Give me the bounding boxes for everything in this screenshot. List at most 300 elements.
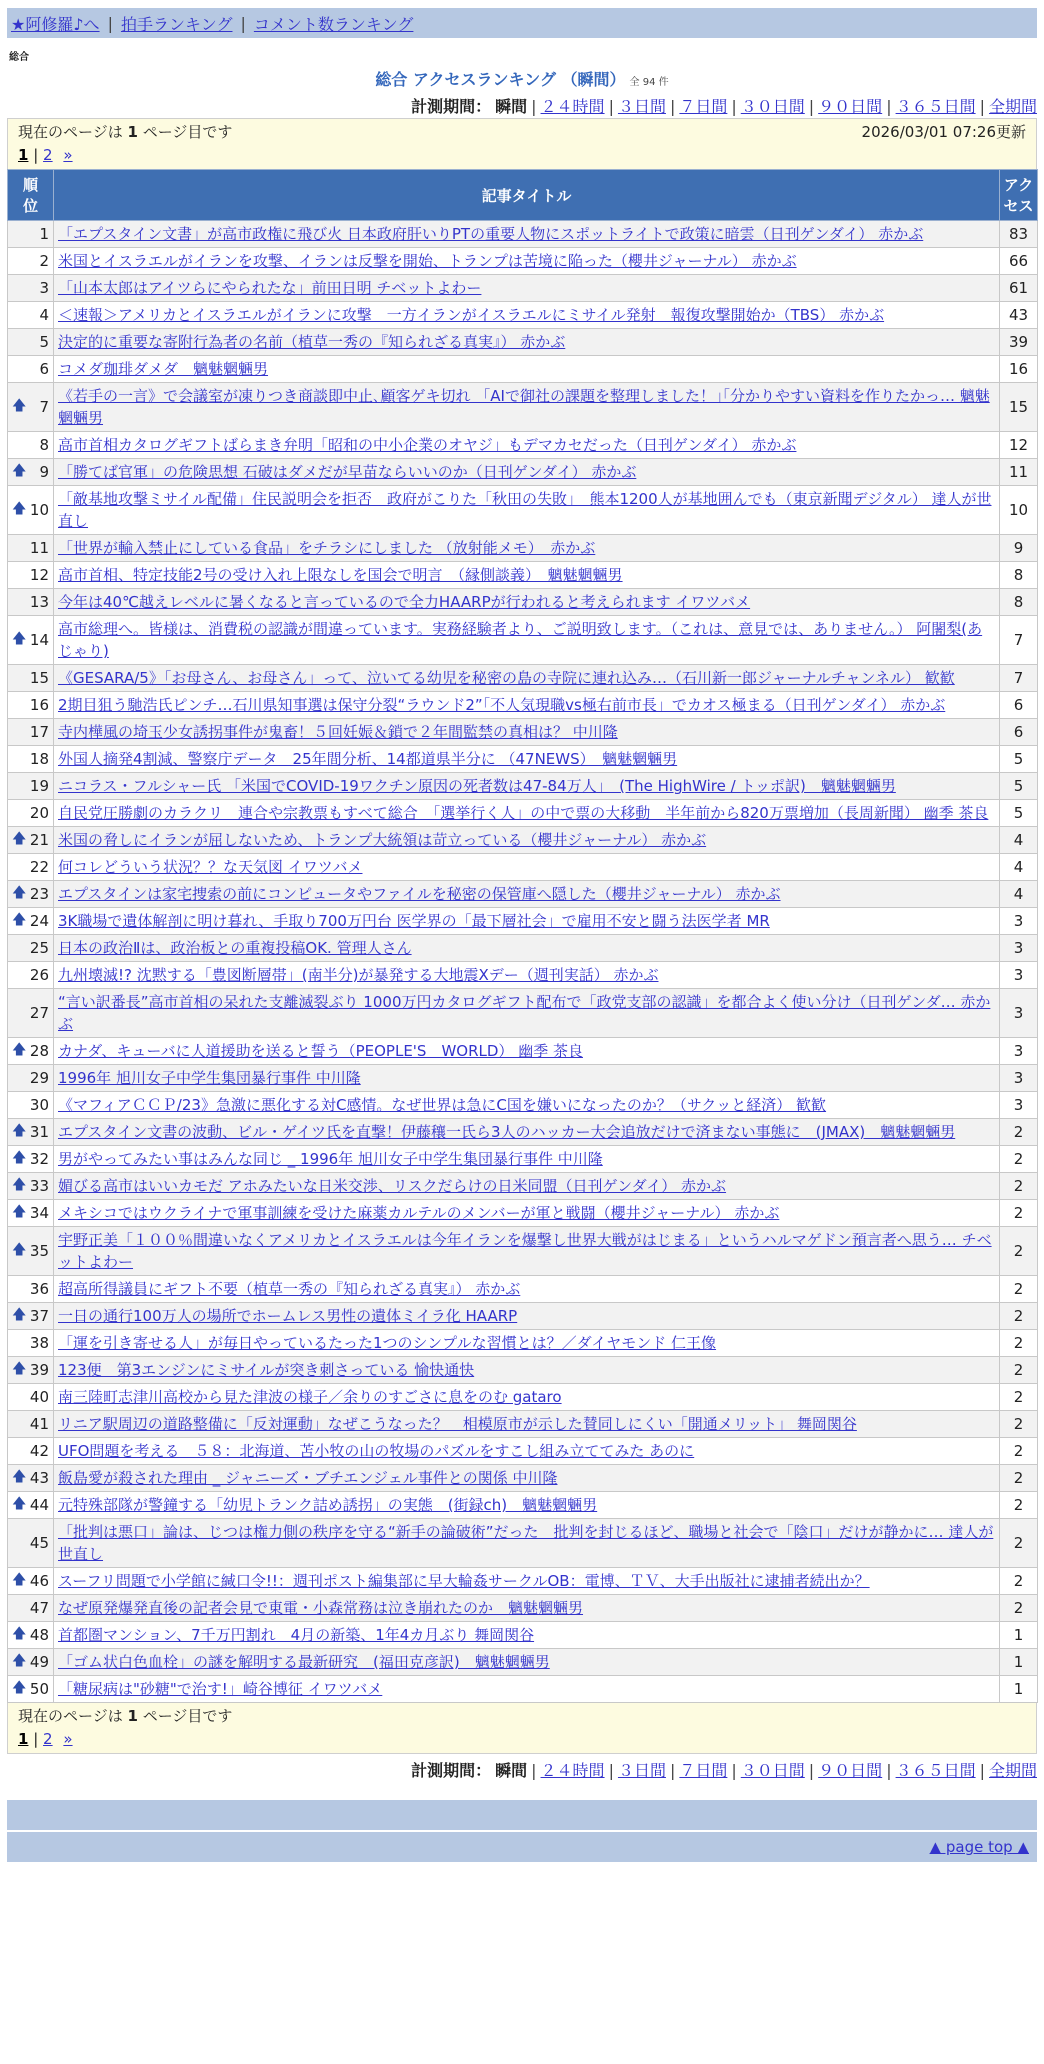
rank-header: 順 位 bbox=[8, 170, 54, 221]
rank-number: 2 bbox=[39, 252, 49, 270]
title-cell bbox=[54, 589, 1000, 616]
access-count: 61 bbox=[1000, 275, 1038, 302]
title-cell bbox=[54, 1649, 1000, 1676]
table-row bbox=[8, 1038, 1038, 1065]
total-count: 全 94 件 bbox=[629, 77, 669, 88]
rank-number: 10 bbox=[29, 501, 49, 519]
access-count: 2 bbox=[1000, 1595, 1038, 1622]
access-count: 7 bbox=[1000, 616, 1038, 665]
rank-number: 28 bbox=[29, 1042, 49, 1060]
table-row bbox=[8, 535, 1038, 562]
access-count: 2 bbox=[1000, 1438, 1038, 1465]
rank-number: 38 bbox=[29, 1334, 49, 1352]
period-selector bbox=[7, 96, 1037, 118]
article-link[interactable]: 首都圏マンション、7千万円割れ 4月の新築、1年4カ月ぶり 舞岡関谷 bbox=[58, 1626, 535, 1644]
title-cell bbox=[54, 1092, 1000, 1119]
article-link[interactable]: 《マフィアＣＣＰ/23》急激に悪化する対C感情。なぜ世界は急にC国を嫌いになったのか？（サクッと経済） 歓歓 bbox=[58, 1096, 827, 1114]
title-cell bbox=[54, 1173, 1000, 1200]
rank-number: 12 bbox=[29, 566, 49, 584]
rank-cell bbox=[8, 383, 54, 432]
title-cell bbox=[54, 616, 1000, 665]
rank-up-arrow-icon: 🡅 bbox=[12, 885, 27, 901]
rank-number: 13 bbox=[29, 593, 49, 611]
article-link[interactable]: 外国人摘発4割減、警察庁データ 25年間分析、14都道県半分に （47NEWS） 魑魅魍魎男 bbox=[58, 750, 678, 768]
rank-up-arrow-icon: 🡅 bbox=[12, 1572, 27, 1588]
article-link[interactable]: 高市総理へ。皆様は、消費税の認識が間違っています。実務経験者より、ご説明致します。（これは、意見では、ありません。） 阿闍梨(あじゃり) bbox=[58, 620, 983, 660]
title-cell bbox=[54, 1065, 1000, 1092]
current-page-text: 現在のページは 1 ページ目です bbox=[18, 123, 233, 141]
rank-up-arrow-icon: 🡅 bbox=[12, 1042, 27, 1058]
period-separator: | bbox=[731, 1761, 737, 1780]
period-bottom-option-1[interactable]: ３日間 bbox=[617, 1761, 666, 1780]
title-cell bbox=[54, 989, 1000, 1038]
article-link[interactable]: コメダ珈琲ダメダ 魑魅魍魎男 bbox=[58, 360, 269, 378]
rank-cell bbox=[8, 432, 54, 459]
article-link[interactable]: 決定的に重要な寄附行為者の名前（植草一秀の『知られざる真実』） 赤かぶ bbox=[58, 333, 566, 351]
pager-page-2[interactable]: 2 bbox=[43, 146, 53, 164]
rank-cell bbox=[8, 1622, 54, 1649]
nav-link-applause-ranking[interactable]: 拍手ランキング bbox=[120, 14, 233, 34]
access-count: 3 bbox=[1000, 989, 1038, 1038]
table-row bbox=[8, 1092, 1038, 1119]
title-cell bbox=[54, 1492, 1000, 1519]
access-count: 3 bbox=[1000, 1092, 1038, 1119]
period-bottom-current: 瞬間 bbox=[495, 1761, 528, 1780]
page-info-bottom bbox=[7, 1703, 1037, 1754]
title-cell bbox=[54, 962, 1000, 989]
table-row bbox=[8, 1173, 1038, 1200]
rank-number: 6 bbox=[39, 360, 49, 378]
period-bottom-option-0[interactable]: ２４時間 bbox=[540, 1761, 605, 1780]
article-link[interactable]: 自民党圧勝劇のカラクリ 連合や宗教票もすべて総合 「選挙行く人」の中で票の大移動 半年前から820万票増加（長周新聞） 幽季 茶良 bbox=[58, 804, 989, 822]
table-row bbox=[8, 589, 1038, 616]
period-separator: | bbox=[608, 1761, 614, 1780]
title-cell bbox=[54, 719, 1000, 746]
ranking-body bbox=[8, 221, 1038, 1703]
article-link[interactable]: 「エプスタイン文書」が高市政権に飛び火 日本政府肝いりPTの重要人物にスポットライトで政策に暗雲（日刊ゲンダイ） 赤かぶ bbox=[58, 225, 924, 243]
article-link[interactable]: 寺内樺風の埼玉少女誘拐事件が鬼畜！５回妊娠＆鎖で２年間監禁の真相は？ 中川隆 bbox=[58, 723, 618, 741]
pager bbox=[18, 145, 1026, 165]
access-count: 6 bbox=[1000, 719, 1038, 746]
period-bottom-option-4[interactable]: ９０日間 bbox=[818, 1761, 883, 1780]
rank-cell bbox=[8, 562, 54, 589]
article-link[interactable]: 123便 第3エンジンにミサイルが突き刺さっている 愉快通快 bbox=[58, 1361, 475, 1379]
access-count: 3 bbox=[1000, 962, 1038, 989]
rank-up-arrow-icon: 🡅 bbox=[12, 1204, 27, 1220]
article-link[interactable]: 九州壊滅!? 沈黙する「豊図断層帯」(南半分)が暴発する大地震Xデー（週刊実話） 赤かぶ bbox=[58, 966, 659, 984]
rank-up-arrow-icon: 🡅 bbox=[12, 1361, 27, 1377]
period-separator: | bbox=[808, 97, 815, 116]
period-option-6[interactable]: 全期間 bbox=[988, 97, 1037, 116]
access-count: 2 bbox=[1000, 1303, 1038, 1330]
nav-link-home[interactable]: ★阿修羅♪へ bbox=[11, 14, 100, 34]
period-separator: | bbox=[669, 97, 676, 116]
article-link[interactable]: UFO問題を考える ５８：北海道、苫小牧の山の牧場のパズルをすこし組み立ててみた あのに bbox=[58, 1442, 695, 1460]
period-separator: | bbox=[808, 1761, 815, 1780]
table-row bbox=[8, 1227, 1038, 1276]
article-link[interactable]: 超高所得議員にギフト不要（植草一秀の『知られざる真実』） 赤かぶ bbox=[58, 1280, 521, 1298]
rank-up-arrow-icon: 🡅 bbox=[12, 631, 27, 647]
rank-number: 18 bbox=[29, 750, 49, 768]
period-option-3[interactable]: ３０日間 bbox=[740, 97, 805, 116]
table-row bbox=[8, 1276, 1038, 1303]
title-cell bbox=[54, 221, 1000, 248]
article-link[interactable]: 《若手の一言》で会議室が凍りつき商談即中止､顧客ゲキ切れ 「AIで御社の課題を整理しました！｣｢分かりやすい資料を作りたかっ… 魑魅魍魎男 bbox=[58, 387, 990, 427]
table-row bbox=[8, 562, 1038, 589]
rank-number: 9 bbox=[39, 463, 49, 481]
access-count: 2 bbox=[1000, 1384, 1038, 1411]
rank-cell bbox=[8, 356, 54, 383]
table-row bbox=[8, 1303, 1038, 1330]
rank-up-arrow-icon: 🡅 bbox=[12, 1177, 27, 1193]
article-link[interactable]: なぜ原発爆発直後の記者会見で東電・小森常務は泣き崩れたのか 魑魅魍魎男 bbox=[58, 1599, 584, 1617]
rank-number: 43 bbox=[29, 1469, 49, 1487]
rank-number: 49 bbox=[29, 1653, 49, 1671]
access-count: 2 bbox=[1000, 1276, 1038, 1303]
access-count: 5 bbox=[1000, 773, 1038, 800]
rank-cell bbox=[8, 854, 54, 881]
article-link[interactable]: 「敵基地攻撃ミサイル配備」住民説明会を拒否 政府がこりた「秋田の失敗」 熊本1200人が基地囲んでも（東京新聞デジタル） 達人が世直し bbox=[58, 490, 992, 530]
title-cell bbox=[54, 854, 1000, 881]
period-option-0[interactable]: ２４時間 bbox=[540, 97, 605, 116]
rank-cell bbox=[8, 1200, 54, 1227]
rank-cell bbox=[8, 1519, 54, 1568]
rank-number: 50 bbox=[29, 1680, 49, 1698]
article-link[interactable]: エプスタイン文書の波動、ビル・ゲイツ氏を直撃！伊藤穰一氏ら3人のハッカー大会追放だけで済まない事態に (JMAX) 魑魅魍魎男 bbox=[58, 1123, 956, 1141]
rank-cell bbox=[8, 459, 54, 486]
title-cell bbox=[54, 1384, 1000, 1411]
table-row bbox=[8, 773, 1038, 800]
pager-separator: | bbox=[33, 1730, 44, 1748]
access-header: アク セス bbox=[1000, 170, 1038, 221]
title-cell bbox=[54, 1330, 1000, 1357]
table-row bbox=[8, 275, 1038, 302]
title-cell bbox=[54, 746, 1000, 773]
title-cell bbox=[54, 1357, 1000, 1384]
table-row bbox=[8, 665, 1038, 692]
period-bottom-label: 計測期間： bbox=[411, 1761, 492, 1780]
article-link[interactable]: 「批判は悪口」論は、じつは権力側の秩序を守る“新手の論破術”だった 批判を封じるほど、職場と社会で「陰口」だけが静かに… 達人が世直し bbox=[58, 1523, 994, 1563]
article-link[interactable]: 《GESARA/5》「お母さん、お母さん」って、泣いてる幼児を秘密の島の寺院に連れ込み…（石川新一郎ジャーナルチャンネル） 歓歓 bbox=[58, 669, 955, 687]
article-link[interactable]: 3K職場で遺体解剖に明け暮れ、手取り700万円台 医学界の「最下層社会」で雇用不安と闘う法医学者 MR bbox=[58, 912, 770, 930]
rank-number: 42 bbox=[29, 1442, 49, 1460]
article-link[interactable]: 元特殊部隊が警鐘する「幼児トランク詰め誘拐」の実態 (街録ch) 魑魅魍魎男 bbox=[58, 1496, 598, 1514]
table-row bbox=[8, 1676, 1038, 1703]
title-cell bbox=[54, 800, 1000, 827]
article-link[interactable]: カナダ、キューバに人道援助を送ると誓う（PEOPLE'S WORLD） 幽季 茶良 bbox=[58, 1042, 583, 1060]
access-count: 2 bbox=[1000, 1200, 1038, 1227]
access-count: 4 bbox=[1000, 881, 1038, 908]
title-cell bbox=[54, 1038, 1000, 1065]
period-separator: | bbox=[979, 97, 985, 116]
rank-number: 21 bbox=[29, 831, 49, 849]
period-option-1[interactable]: ３日間 bbox=[617, 97, 666, 116]
rank-cell bbox=[8, 1492, 54, 1519]
rank-cell bbox=[8, 1173, 54, 1200]
page bbox=[7, 8, 1037, 1862]
rank-cell bbox=[8, 881, 54, 908]
article-link[interactable]: 「糖尿病は"砂糖"で治す!」崎谷博征 イワツバメ bbox=[58, 1680, 383, 1698]
period-separator: | bbox=[731, 97, 737, 116]
article-link[interactable]: 今年は40℃越えレベルに暑くなると言っているので全力HAARPが行われると考えられます イワツバメ bbox=[58, 593, 751, 611]
period-bottom-option-2[interactable]: ７日間 bbox=[679, 1761, 728, 1780]
rank-up-arrow-icon: 🡅 bbox=[12, 831, 27, 847]
title-cell bbox=[54, 1622, 1000, 1649]
rank-number: 7 bbox=[39, 398, 49, 416]
article-link[interactable]: スーフリ問題で小学館に緘口令!!：週刊ポスト編集部に早大輪姦サークルOB：電博、ＴＶ、大手出版社に逮捕者続出か？ bbox=[58, 1572, 870, 1590]
period-bottom-option-5[interactable]: ３６５日間 bbox=[895, 1761, 976, 1780]
period-separator: | bbox=[531, 97, 537, 116]
table-row bbox=[8, 1065, 1038, 1092]
pager-current: 1 bbox=[18, 1730, 29, 1748]
period-bottom-option-6[interactable]: 全期間 bbox=[988, 1761, 1037, 1780]
rank-cell bbox=[8, 1038, 54, 1065]
table-row bbox=[8, 881, 1038, 908]
access-count: 10 bbox=[1000, 486, 1038, 535]
rank-number: 32 bbox=[29, 1150, 49, 1168]
title-cell bbox=[54, 692, 1000, 719]
title-cell bbox=[54, 1303, 1000, 1330]
article-link[interactable]: 1996年 旭川女子中学生集団暴行事件 中川隆 bbox=[58, 1069, 361, 1087]
rank-up-arrow-icon: 🡅 bbox=[12, 463, 27, 479]
article-link[interactable]: リニア駅周辺の道路整備に「反対運動」なぜこうなった？ 相模原市が示した賛同しにくい「開通メリット」 舞岡関谷 bbox=[58, 1415, 857, 1433]
article-link[interactable]: 「ゴム状白色血栓」の謎を解明する最新研究 (福田克彦訳) 魑魅魍魎男 bbox=[58, 1653, 550, 1671]
period-separator: | bbox=[979, 1761, 985, 1780]
rank-number: 8 bbox=[39, 436, 49, 454]
article-link[interactable]: 南三陸町志津川高校から見た津波の様子／余りのすごさに息をのむ gataro bbox=[58, 1388, 562, 1406]
pager-current: 1 bbox=[18, 146, 29, 164]
pager-separator: | bbox=[33, 146, 44, 164]
rank-number: 14 bbox=[29, 631, 49, 649]
article-link[interactable]: 「世界が輸入禁止にしている食品」をチラシにしました （放射能メモ） 赤かぶ bbox=[58, 539, 596, 557]
rank-cell bbox=[8, 1568, 54, 1595]
rank-cell bbox=[8, 1438, 54, 1465]
rank-number: 23 bbox=[29, 885, 49, 903]
title-cell bbox=[54, 1519, 1000, 1568]
table-row bbox=[8, 383, 1038, 432]
rank-number: 5 bbox=[39, 333, 49, 351]
rank-number: 40 bbox=[29, 1388, 49, 1406]
access-count: 12 bbox=[1000, 432, 1038, 459]
rank-number: 29 bbox=[29, 1069, 49, 1087]
access-count: 2 bbox=[1000, 1465, 1038, 1492]
table-row bbox=[8, 221, 1038, 248]
pager-next[interactable]: » bbox=[63, 1730, 73, 1748]
article-link[interactable]: 高市首相カタログギフトばらまき弁明「昭和の中小企業のオヤジ」もデマカセだった（日刊ゲンダイ） 赤かぶ bbox=[58, 436, 797, 454]
period-separator: | bbox=[669, 1761, 676, 1780]
access-count: 4 bbox=[1000, 854, 1038, 881]
access-count: 3 bbox=[1000, 908, 1038, 935]
table-row bbox=[8, 908, 1038, 935]
access-count: 8 bbox=[1000, 589, 1038, 616]
article-link[interactable]: 男がやってみたい事はみんな同じ _ 1996年 旭川女子中学生集団暴行事件 中川隆 bbox=[58, 1150, 603, 1168]
title-cell bbox=[54, 329, 1000, 356]
table-row bbox=[8, 302, 1038, 329]
updated-timestamp: 2026/03/01 07:26更新 bbox=[861, 123, 1026, 141]
table-row bbox=[8, 692, 1038, 719]
pager-page-2[interactable]: 2 bbox=[43, 1730, 53, 1748]
access-count: 2 bbox=[1000, 1173, 1038, 1200]
article-link[interactable]: エプスタインは家宅捜索の前にコンピュータやファイルを秘密の保管庫へ隠した（櫻井ジャーナル） 赤かぶ bbox=[58, 885, 781, 903]
access-count: 16 bbox=[1000, 356, 1038, 383]
table-row bbox=[8, 1595, 1038, 1622]
period-option-5[interactable]: ３６５日間 bbox=[895, 97, 976, 116]
title-cell bbox=[54, 935, 1000, 962]
title-cell bbox=[54, 908, 1000, 935]
table-row bbox=[8, 800, 1038, 827]
access-count: 5 bbox=[1000, 800, 1038, 827]
table-row bbox=[8, 719, 1038, 746]
table-row bbox=[8, 248, 1038, 275]
rank-cell bbox=[8, 329, 54, 356]
rank-cell bbox=[8, 275, 54, 302]
title-cell bbox=[54, 1595, 1000, 1622]
title-cell bbox=[54, 665, 1000, 692]
access-count: 83 bbox=[1000, 221, 1038, 248]
period-option-2[interactable]: ７日間 bbox=[679, 97, 728, 116]
access-count: 15 bbox=[1000, 383, 1038, 432]
table-row bbox=[8, 329, 1038, 356]
table-row bbox=[8, 935, 1038, 962]
rank-cell bbox=[8, 1357, 54, 1384]
access-count: 2 bbox=[1000, 1357, 1038, 1384]
access-count: 2 bbox=[1000, 1330, 1038, 1357]
nav-link-comment-ranking[interactable]: コメント数ランキング bbox=[253, 14, 414, 34]
rank-cell bbox=[8, 1065, 54, 1092]
article-link[interactable]: 何コレどういう状況？？な天気図 イワツバメ bbox=[58, 858, 363, 876]
article-link[interactable]: メキシコではウクライナで軍事訓練を受けた麻薬カルテルのメンバーが軍と戦闘（櫻井ジャーナル） 赤かぶ bbox=[58, 1204, 780, 1222]
period-separator: | bbox=[608, 97, 614, 116]
rank-number: 41 bbox=[29, 1415, 49, 1433]
rank-number: 47 bbox=[29, 1599, 49, 1617]
rank-cell bbox=[8, 589, 54, 616]
article-link[interactable]: “言い訳番長”高市首相の呆れた支離滅裂ぶり 1000万円カタログギフト配布で「政党支部の認識」を都合よく使い分け（日刊ゲンダ… 赤かぶ bbox=[58, 993, 991, 1033]
article-link[interactable]: 米国の脅しにイランが屈しないため、トランプ大統領は苛立っている（櫻井ジャーナル） 赤かぶ bbox=[58, 831, 707, 849]
rank-number: 27 bbox=[29, 1004, 49, 1022]
rank-number: 4 bbox=[39, 306, 49, 324]
table-row bbox=[8, 854, 1038, 881]
title-cell bbox=[54, 881, 1000, 908]
table-row bbox=[8, 1438, 1038, 1465]
title-cell bbox=[54, 1119, 1000, 1146]
rank-number: 3 bbox=[39, 279, 49, 297]
access-count: 2 bbox=[1000, 1227, 1038, 1276]
article-link[interactable]: 「山本太郎はアイツらにやられたな」前田日明 チベットよわー bbox=[58, 279, 482, 297]
rank-number: 1 bbox=[39, 225, 49, 243]
article-link[interactable]: 媚びる高市はいいカモだ アホみたいな日米交渉、リスクだらけの日米同盟（日刊ゲンダイ） 赤かぶ bbox=[58, 1177, 727, 1195]
table-row bbox=[8, 1200, 1038, 1227]
article-link[interactable]: 一日の通行100万人の場所でホームレス男性の遺体ミイラ化 HAARP bbox=[58, 1307, 518, 1325]
rank-up-arrow-icon: 🡅 bbox=[12, 1496, 27, 1512]
rank-cell bbox=[8, 746, 54, 773]
rank-number: 39 bbox=[29, 1361, 49, 1379]
rank-number: 31 bbox=[29, 1123, 49, 1141]
nav-separator: | bbox=[240, 13, 246, 33]
rank-number: 45 bbox=[29, 1534, 49, 1552]
table-row bbox=[8, 616, 1038, 665]
rank-number: 48 bbox=[29, 1626, 49, 1644]
page-top-link[interactable]: ▲ page top ▲ bbox=[929, 1838, 1029, 1856]
table-row bbox=[8, 432, 1038, 459]
article-link[interactable]: 飯島愛が殺された理由 _ ジャニーズ・ブチエンジェル事件との関係 中川隆 bbox=[58, 1469, 558, 1487]
access-count: 2 bbox=[1000, 1119, 1038, 1146]
period-separator: | bbox=[886, 97, 892, 116]
article-link[interactable]: 高市首相、特定技能2号の受け入れ上限なしを国会で明言 （縁側談義） 魑魅魍魎男 bbox=[58, 566, 623, 584]
rank-up-arrow-icon: 🡅 bbox=[12, 1150, 27, 1166]
table-row bbox=[8, 1384, 1038, 1411]
title-cell bbox=[54, 773, 1000, 800]
table-row bbox=[8, 1568, 1038, 1595]
rank-cell bbox=[8, 1119, 54, 1146]
pager-next[interactable]: » bbox=[63, 146, 73, 164]
table-row bbox=[8, 1649, 1038, 1676]
access-count: 3 bbox=[1000, 1038, 1038, 1065]
article-link[interactable]: 2期目狙う馳浩氏ピンチ…石川県知事選は保守分裂“ラウンド2”「不人気現職vs極右前市長」でカオス極まる（日刊ゲンダイ） 赤かぶ bbox=[58, 696, 946, 714]
rank-number: 19 bbox=[29, 777, 49, 795]
access-count: 3 bbox=[1000, 1065, 1038, 1092]
rank-up-arrow-icon: 🡅 bbox=[12, 1469, 27, 1485]
rank-cell bbox=[8, 1303, 54, 1330]
title-cell bbox=[54, 275, 1000, 302]
period-option-4[interactable]: ９０日間 bbox=[818, 97, 883, 116]
article-link[interactable]: 日本の政治Ⅱは、政治板との重複投稿OK. 管理人さん bbox=[58, 939, 412, 957]
title-cell bbox=[54, 302, 1000, 329]
period-separator: | bbox=[886, 1761, 892, 1780]
title-cell bbox=[54, 1465, 1000, 1492]
title-cell bbox=[54, 1411, 1000, 1438]
current-page-text: 現在のページは 1 ページ目です bbox=[18, 1707, 233, 1725]
nav-separator: | bbox=[107, 13, 113, 33]
table-row bbox=[8, 459, 1038, 486]
article-link[interactable]: 「勝てば官軍」の危険思想 石破はダメだが早苗ならいいのか（日刊ゲンダイ） 赤かぶ bbox=[58, 463, 637, 481]
rank-cell bbox=[8, 1092, 54, 1119]
table-row bbox=[8, 827, 1038, 854]
rank-up-arrow-icon: 🡅 bbox=[12, 1653, 27, 1669]
rank-cell bbox=[8, 1227, 54, 1276]
access-count: 39 bbox=[1000, 329, 1038, 356]
rank-up-arrow-icon: 🡅 bbox=[12, 1626, 27, 1642]
access-count: 1 bbox=[1000, 1676, 1038, 1703]
article-link[interactable]: 「運を引き寄せる人」が毎日やっているたった1つのシンプルな習慣とは？／ダイヤモンド 仁王像 bbox=[58, 1334, 717, 1352]
rank-cell bbox=[8, 692, 54, 719]
access-count: 1 bbox=[1000, 1649, 1038, 1676]
rank-cell bbox=[8, 989, 54, 1038]
rank-number: 15 bbox=[29, 669, 49, 687]
access-count: 5 bbox=[1000, 746, 1038, 773]
page-title bbox=[7, 67, 1037, 90]
title-cell bbox=[54, 486, 1000, 535]
rank-cell bbox=[8, 1330, 54, 1357]
article-link[interactable]: 米国とイスラエルがイランを攻撃、イランは反撃を開始、トランプは苦境に陥った（櫻井ジャーナル） 赤かぶ bbox=[58, 252, 797, 270]
rank-cell bbox=[8, 908, 54, 935]
table-row bbox=[8, 486, 1038, 535]
title-cell bbox=[54, 535, 1000, 562]
page-info-top bbox=[7, 118, 1037, 169]
period-bottom-option-3[interactable]: ３０日間 bbox=[740, 1761, 805, 1780]
rank-cell bbox=[8, 1676, 54, 1703]
article-link[interactable]: 宇野正美「１００％間違いなくアメリカとイスラエルは今年イランを爆撃し世界大戦がはじまる」というハルマゲドン預言者へ思う… チベットよわー bbox=[58, 1231, 992, 1271]
table-row bbox=[8, 1146, 1038, 1173]
ranking-table bbox=[7, 169, 1038, 1703]
article-link[interactable]: ニコラス・フルシャー氏 「米国でCOVID-19ワクチン原因の死者数は47-84万人」 (The HighWire / トッポ訳) 魑魅魍魎男 bbox=[58, 777, 896, 795]
table-row bbox=[8, 1622, 1038, 1649]
rank-number: 22 bbox=[29, 858, 49, 876]
period-separator: | bbox=[531, 1761, 537, 1780]
table-row bbox=[8, 1465, 1038, 1492]
article-link[interactable]: ＜速報＞アメリカとイスラエルがイランに攻撃 一方イランがイスラエルにミサイル発射 報復攻撃開始か（TBS） 赤かぶ bbox=[58, 306, 885, 324]
title-cell bbox=[54, 248, 1000, 275]
rank-cell bbox=[8, 302, 54, 329]
